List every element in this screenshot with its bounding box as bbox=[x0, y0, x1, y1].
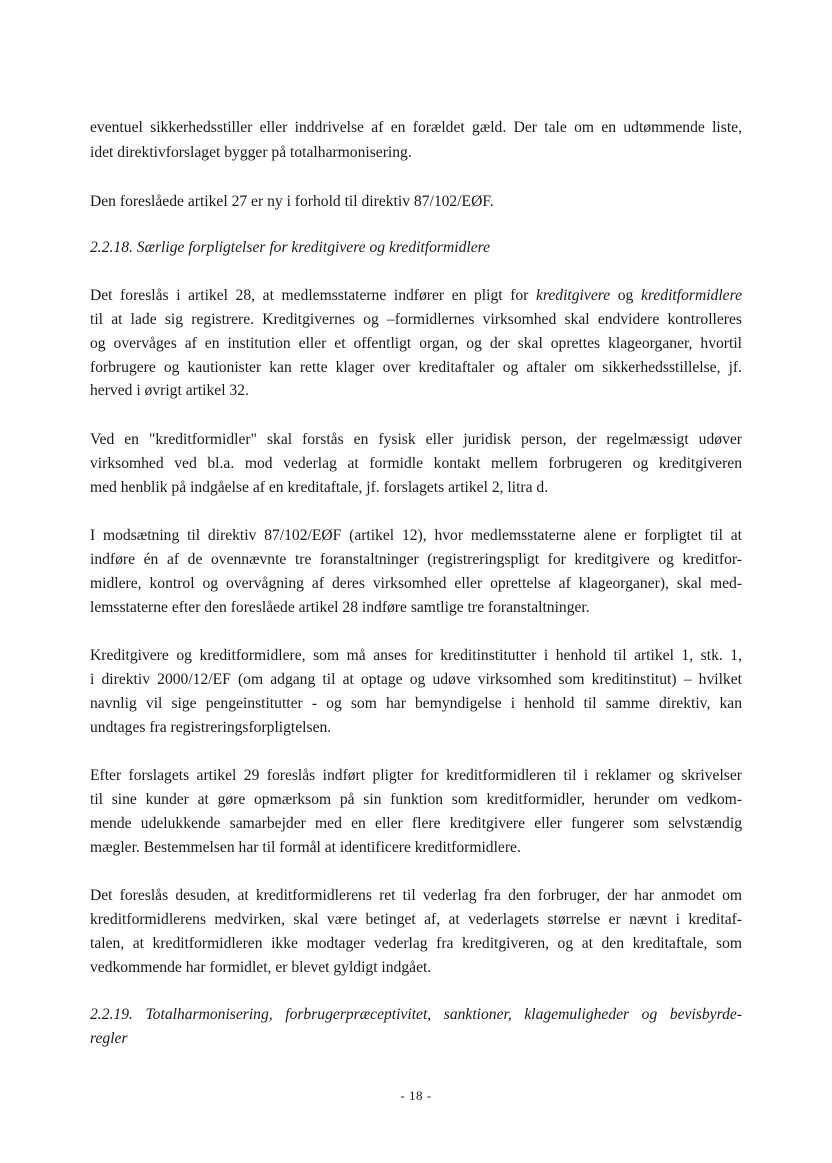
paragraph-line: Ved en "kreditformidler" skal forstås en fysisk eller juridisk person, der regelmæssigt udøver bbox=[90, 431, 742, 448]
paragraph-line: virksomhed ved bl.a. mod vederlag at formidle kontakt mellem forbrugeren og kreditgiveren bbox=[90, 455, 742, 472]
paragraph-line: eventuel sikkerhedsstiller eller inddrivelse af en forældet gæld. Der tale om en udtømmende liste, bbox=[90, 119, 742, 136]
paragraph-line: Efter forslagets artikel 29 foreslås indført pligter for kreditformidleren til i reklamer og skrivelser bbox=[90, 767, 742, 784]
page-number: - 18 - bbox=[400, 1088, 432, 1103]
paragraph-line: navnlig vil sige pengeinstitutter - og som har bemyndigelse i henhold til samme direktiv, kan bbox=[90, 695, 742, 712]
paragraph-line: talen, at kreditformidleren ikke modtager vederlag fra kreditgiveren, og at den kreditaftale, som bbox=[90, 935, 742, 952]
paragraph-line: til at lade sig registrere. Kreditgivernes og –formidlernes virksomhed skal endvidere kontrolleres bbox=[90, 311, 742, 328]
section-heading: 2.2.19. Totalharmonisering, forbrugerpræceptivitet, sanktioner, klagemuligheder og bevisbyrde- bbox=[90, 1006, 742, 1023]
paragraph-line: kreditformidlerens medvirken, skal være betinget af, at vederlagets størrelse er nævnt i kreditaf- bbox=[90, 911, 742, 928]
paragraph-line: herved i øvrigt artikel 32. bbox=[90, 382, 249, 399]
paragraph-line: i direktiv 2000/12/EF (om adgang til at optage og udøve virksomhed som kreditinstitut) – hvilket bbox=[90, 671, 742, 688]
section-heading-continuation: regler bbox=[90, 1030, 128, 1047]
paragraph-line: I modsætning til direktiv 87/102/EØF (artikel 12), hvor medlemsstaterne alene er forpligtet til at bbox=[90, 527, 742, 544]
paragraph-line: Kreditgivere og kreditformidlere, som må anses for kreditinstitutter i henhold til artikel 1, stk. 1, bbox=[90, 647, 742, 664]
paragraph-line: idet direktivforslaget bygger på totalharmonisering. bbox=[90, 144, 412, 161]
paragraph-line: Det foreslås desuden, at kreditformidlerens ret til vederlag fra den forbruger, der har anmodet om bbox=[90, 887, 742, 904]
emphasis-text: kreditformidlere bbox=[640, 287, 742, 304]
paragraph-line: vedkommende har formidlet, er blevet gyldigt indgået. bbox=[90, 959, 432, 976]
paragraph-line: til sine kunder at gøre opmærksom på sin funktion som kreditformidler, herunder om vedkom- bbox=[90, 791, 742, 808]
paragraph-line: Den foreslåede artikel 27 er ny i forhold til direktiv 87/102/EØF. bbox=[90, 193, 494, 210]
emphasis-text: kreditgivere bbox=[535, 287, 611, 304]
paragraph-line: indføre én af de ovennævnte tre foranstaltninger (registreringspligt for kreditgivere og kreditfor- bbox=[90, 551, 742, 568]
paragraph-line: mægler. Bestemmelsen har til formål at identificere kreditformidlere. bbox=[90, 839, 521, 856]
text-run: Det foreslås i artikel 28, at medlemsstaterne indfører en pligt for bbox=[90, 287, 536, 304]
paragraph-line: forbrugere og kautionister kan rette klager over kreditaftaler og aftaler om sikkerhedsstillelse, jf. bbox=[90, 359, 742, 376]
paragraph-line: midlere, kontrol og overvågning af deres virksomhed eller oprettelse af klageorganer), skal med- bbox=[90, 575, 742, 592]
paragraph-line: og overvåges af en institution eller et offentligt organ, og der skal oprettes klageorganer, hvortil bbox=[90, 335, 742, 352]
paragraph-line: med henblik på indgåelse af en kreditaftale, jf. forslagets artikel 2, litra d. bbox=[90, 479, 549, 496]
text-run: og bbox=[610, 287, 641, 304]
paragraph-line bbox=[90, 286, 742, 306]
paragraph-line: undtages fra registreringsforpligtelsen. bbox=[90, 719, 332, 736]
paragraph-line: lemsstaterne efter den foreslåede artikel 28 indføre samtlige tre foranstaltninger. bbox=[90, 599, 590, 616]
section-heading: 2.2.18. Særlige forpligtelser for kreditgivere og kreditformidlere bbox=[90, 239, 491, 256]
paragraph-line: mende udelukkende samarbejder med en eller flere kreditgivere eller fungerer som selvstændig bbox=[90, 815, 742, 832]
